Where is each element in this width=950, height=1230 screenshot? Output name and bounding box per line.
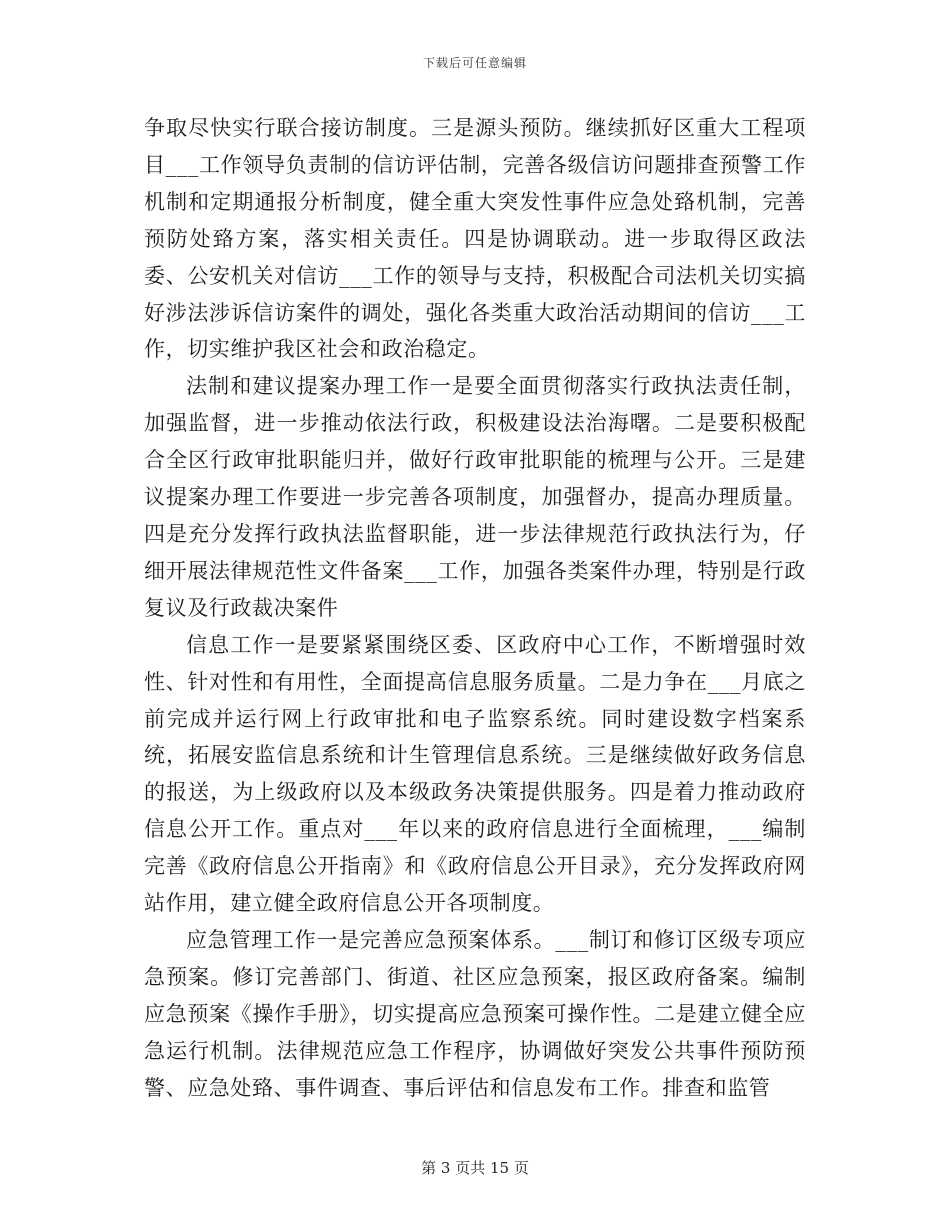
document-body [144, 110, 806, 1106]
paragraph-petition-work: 争取尽快实行联合接访制度。三是源头预防。继续抓好区重大工程项目___工作领导负责制的信访评估制，完善各级信访问题排查预警工作机制和定期通报分析制度，健全重大突发性事件应急处臵机制，完善预防处臵方案，落实相关责任。四是协调联动。进一步取得区政法委、公安机关对信访___工作的领导与支持，积极配合司法机关切实搞好涉法涉诉信访案件的调处，强化各类重大政治活动期间的信访___工作，切实维护我区社会和政治稳定。 [144, 116, 806, 362]
paragraph-emergency-management: 应急管理工作一是完善应急预案体系。___制订和修订区级专项应急预案。修订完善部门、街道、社区应急预案，报区政府备案。编制应急预案《操作手册》，切实提高应急预案可操作性。二是建立健全应急运行机制。法律规范应急工作程序，协调做好突发公共事件预防预警、应急处臵、事件调查、事后评估和信息发布工作。排查和监管 [144, 927, 806, 1100]
page-number: 第 3 页共 15 页 [421, 1159, 529, 1177]
paragraph-legal-proposal-work: 法制和建议提案办理工作一是要全面贯彻落实行政执法责任制，加强监督，进一步推动依法行政，积极建设法治海曙。二是要积极配合全区行政审批职能归并，做好行政审批职能的梳理与公开。三是建议提案办理工作要进一步完善各项制度，加强督办，提高办理质量。四是充分发挥行政执法监督职能，进一步法律规范行政执法行为，仔细开展法律规范性文件备案___工作，加强各类案件办理，特别是行政复议及行政裁决案件 [144, 374, 806, 620]
paragraph-information-work: 信息工作一是要紧紧围绕区委、区政府中心工作，不断增强时效性、针对性和有用性，全面提高信息服务质量。二是力争在___月底之前完成并运行网上行政审批和电子监察系统。同时建设数字档案系统，拓展安监信息系统和计生管理信息系统。三是继续做好政务信息的报送，为上级政府以及本级政务决策提供服务。四是着力推动政府信息公开工作。重点对___年以来的政府信息进行全面梳理，___编制完善《政府信息公开指南》和《政府信息公开目录》，充分发挥政府网站作用，建立健全政府信息公开各项制度。 [144, 632, 806, 916]
page-header-note: 下载后可任意编辑 [422, 56, 527, 70]
